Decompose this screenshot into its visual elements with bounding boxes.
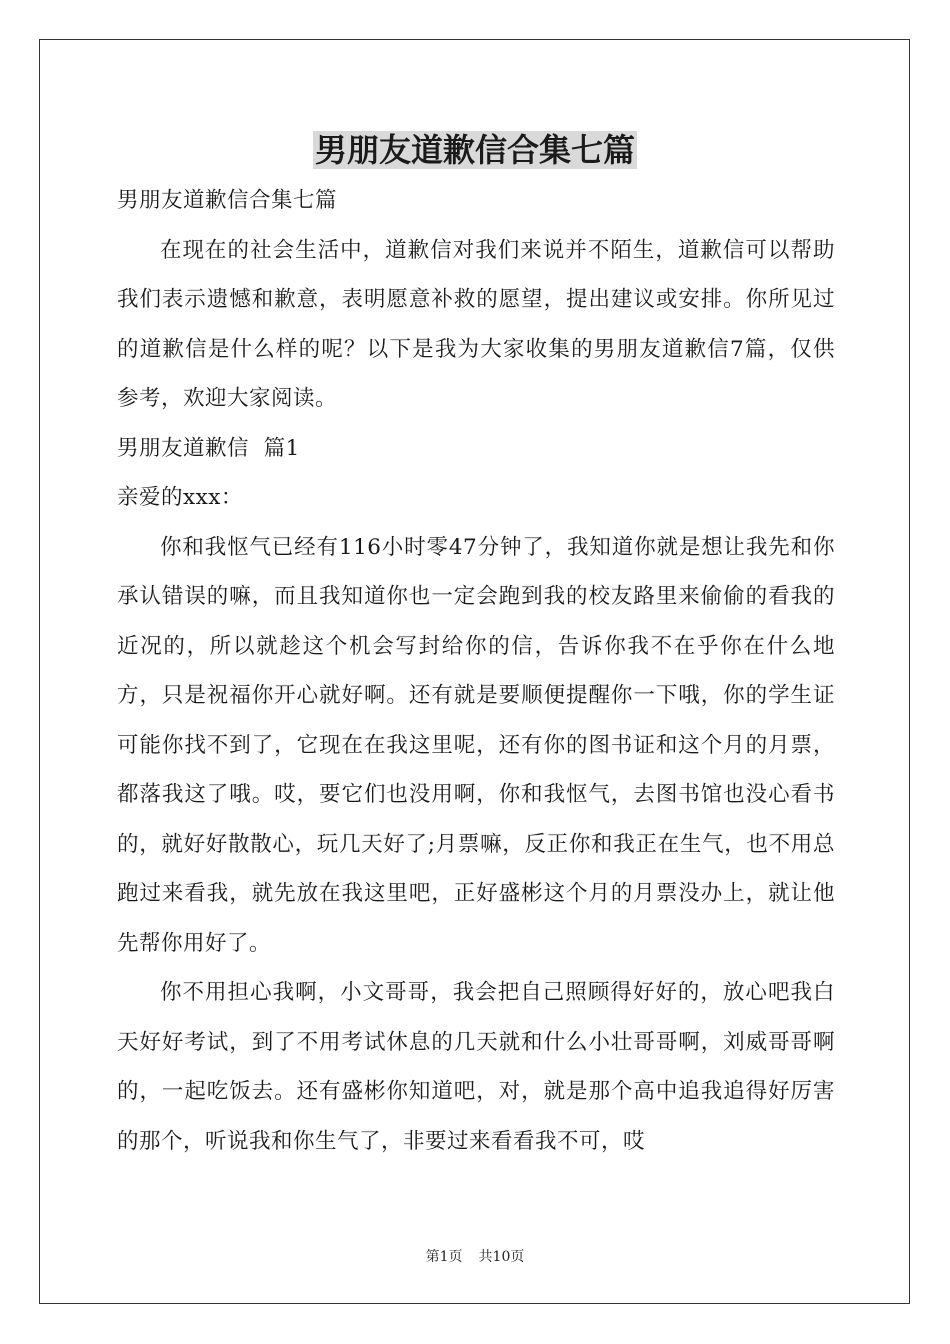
document-body: [117, 176, 835, 1166]
body-paragraph: 你不用担心我啊，小文哥哥，我会把自己照顾得好好的，放心吧我白天好好考试，到了不用考试休息的几天就和什么小壮哥哥啊，刘威哥哥啊的，一起吃饭去。还有盛彬你知道吧，对，就是那个高中追我追得好厉害的那个，听说我和你生气了，非要过来看看我不可，哎: [117, 980, 835, 1154]
total-pages: 共10页: [478, 1249, 525, 1265]
intro-paragraph: 在现在的社会生活中，道歉信对我们来说并不陌生，道歉信可以帮助我们表示遗憾和歉意，表明愿意补救的愿望，提出建议或安排。你所见过的道歉信是什么样的呢？以下是我为大家收集的男朋友道歉信7篇，仅供参考，欢迎大家阅读。: [117, 237, 835, 411]
document-title: 男朋友道歉信合集七篇: [314, 131, 635, 169]
salutation: 亲爱的xxx：: [117, 485, 243, 510]
page-number: 第1页: [425, 1249, 463, 1265]
section-heading: 男朋友道歉信 篇1: [117, 435, 300, 461]
document-subtitle: 男朋友道歉信合集七篇: [117, 188, 338, 213]
body-paragraph: 你和我怄气已经有116小时零47分钟了，我知道你就是想让我先和你承认错误的嘛，而且我知道你也一定会跑到我的校友路里来偷偷的看我的近况的，所以就趁这个机会写封给你的信，告诉你我不在乎你在什么地方，只是祝福你开心就好啊。还有就是要顺便提醒你一下哦，你的学生证可能你找不到了，它现在在我这里呢，还有你的图书证和这个月的月票，都落我这了哦。哎，要它们也没用啊，你和我怄气，去图书馆也没心看书的，就好好散散心，玩几天好了;月票嘛，反正你和我正在生气，也不用总跑过来看我，就先放在我这里吧，正好盛彬这个月的月票没办上，就让他先帮你用好了。: [117, 534, 835, 956]
page-footer: [0, 1246, 950, 1266]
